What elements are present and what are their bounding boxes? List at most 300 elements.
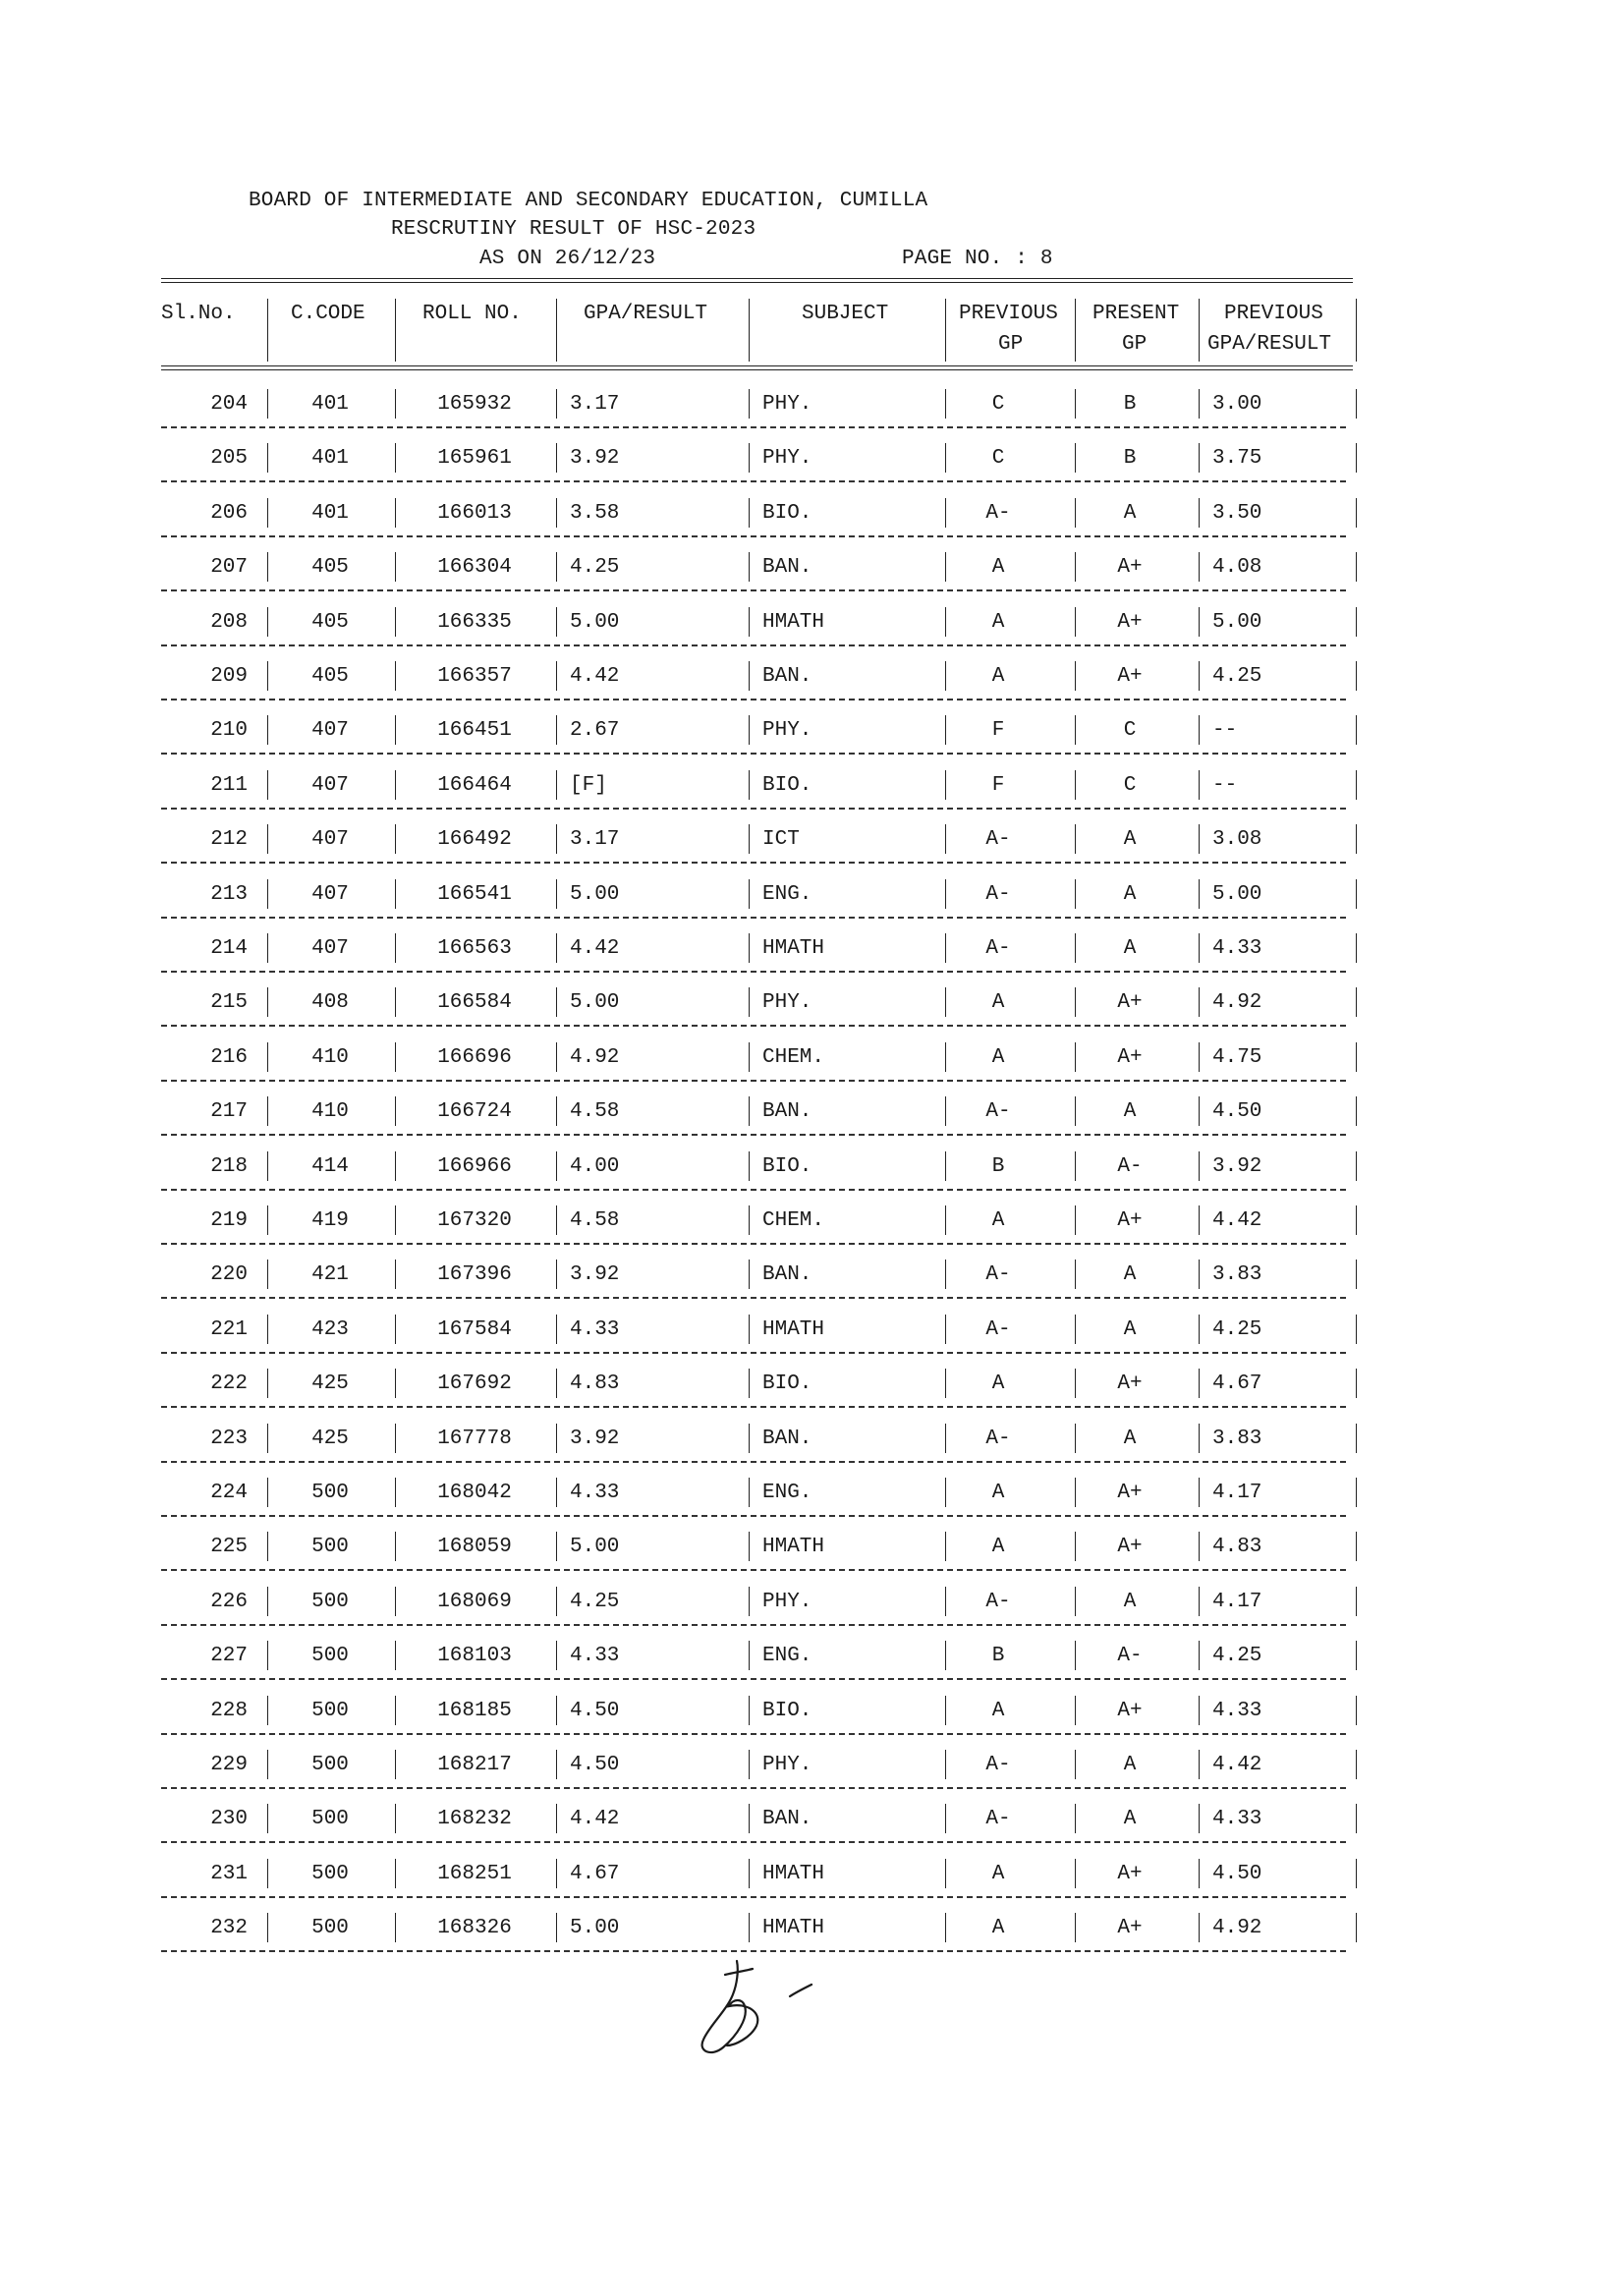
- column-divider: [1199, 661, 1200, 691]
- cell-prev-result: 4.67: [1212, 1372, 1262, 1396]
- column-divider: [1356, 1696, 1357, 1725]
- column-divider: [1199, 1096, 1200, 1126]
- cell-sl: 217: [210, 1100, 248, 1124]
- column-divider: [556, 661, 557, 691]
- column-divider: [945, 1369, 946, 1398]
- column-divider: [556, 1750, 557, 1779]
- cell-present-gp: A: [1123, 1427, 1137, 1450]
- row-separator: [161, 1025, 1346, 1027]
- column-divider: [945, 1913, 946, 1942]
- column-divider: [749, 498, 750, 528]
- column-divider: [267, 770, 268, 800]
- cell-gpa: 4.58: [570, 1100, 620, 1124]
- row-separator: [161, 1569, 1346, 1571]
- column-divider: [395, 1750, 396, 1779]
- column-divider: [1199, 1532, 1200, 1561]
- column-divider: [556, 498, 557, 528]
- column-divider: [267, 1532, 268, 1561]
- row-separator: [161, 589, 1346, 591]
- column-divider: [1075, 1315, 1076, 1344]
- cell-sl: 222: [210, 1372, 248, 1396]
- column-divider: [267, 1478, 268, 1507]
- column-divider: [1199, 1478, 1200, 1507]
- cell-prev-result: 3.08: [1212, 828, 1262, 852]
- cell-gpa: 3.58: [570, 501, 620, 525]
- cell-present-gp: A+: [1117, 991, 1143, 1015]
- cell-gpa: 4.50: [570, 1699, 620, 1722]
- column-divider: [1075, 987, 1076, 1017]
- column-divider: [395, 1532, 396, 1561]
- column-divider: [556, 987, 557, 1017]
- column-divider: [556, 1532, 557, 1561]
- cell-subject: HMATH: [762, 1917, 825, 1940]
- column-divider: [749, 1587, 750, 1616]
- column-divider: [395, 1096, 396, 1126]
- column-divider: [749, 443, 750, 473]
- cell-ccode: 401: [311, 393, 349, 416]
- cell-prev-result: 3.92: [1212, 1154, 1262, 1178]
- column-divider: [1199, 1913, 1200, 1942]
- cell-present-gp: A+: [1117, 1482, 1143, 1504]
- column-divider: [945, 933, 946, 963]
- cell-prev-gp: A-: [985, 1263, 1011, 1287]
- column-divider: [1075, 1532, 1076, 1561]
- column-divider: [1356, 1205, 1357, 1235]
- column-divider: [749, 1151, 750, 1181]
- cell-subject: PHY.: [762, 719, 812, 743]
- column-divider: [749, 1804, 750, 1833]
- cell-present-gp: C: [1123, 773, 1137, 797]
- row-separator: [161, 644, 1346, 646]
- header-divider: [1356, 299, 1357, 362]
- cell-gpa: 4.25: [570, 1590, 620, 1613]
- cell-ccode: 401: [311, 501, 349, 525]
- cell-ccode: 410: [311, 1045, 349, 1069]
- cell-present-gp: A+: [1117, 556, 1143, 580]
- cell-roll: 166563: [437, 937, 512, 960]
- cell-prev-gp: A-: [985, 501, 1011, 525]
- col-head-prev-result: PREVIOUS: [1224, 303, 1323, 325]
- cell-roll: 167396: [437, 1263, 512, 1287]
- cell-sl: 228: [210, 1699, 248, 1722]
- cell-prev-result: 5.00: [1212, 610, 1262, 634]
- cell-subject: BIO.: [762, 1699, 812, 1722]
- column-divider: [1356, 1859, 1357, 1888]
- cell-prev-gp: A: [991, 991, 1005, 1015]
- cell-prev-gp: A-: [985, 937, 1011, 960]
- column-divider: [945, 1532, 946, 1561]
- row-separator: [161, 1406, 1346, 1408]
- column-divider: [945, 770, 946, 800]
- column-divider: [395, 715, 396, 745]
- column-divider: [556, 1042, 557, 1072]
- cell-roll: 166335: [437, 610, 512, 634]
- row-separator: [161, 1950, 1346, 1952]
- row-separator: [161, 1733, 1346, 1735]
- column-divider: [395, 1315, 396, 1344]
- column-divider: [945, 1042, 946, 1072]
- cell-present-gp: A+: [1117, 1699, 1143, 1722]
- cell-prev-result: --: [1212, 773, 1238, 797]
- column-divider: [945, 1315, 946, 1344]
- cell-prev-gp: B: [991, 1154, 1005, 1178]
- column-divider: [556, 552, 557, 582]
- column-divider: [1075, 552, 1076, 582]
- column-divider: [1199, 824, 1200, 854]
- cell-roll: 167692: [437, 1372, 512, 1396]
- column-divider: [749, 1096, 750, 1126]
- cell-present-gp: A: [1123, 1754, 1137, 1776]
- column-divider: [945, 1424, 946, 1453]
- cell-roll: 166451: [437, 719, 512, 743]
- column-divider: [749, 1042, 750, 1072]
- cell-ccode: 419: [311, 1209, 349, 1232]
- column-divider: [556, 1913, 557, 1942]
- column-divider: [1199, 1587, 1200, 1616]
- column-divider: [1075, 1478, 1076, 1507]
- column-divider: [749, 1641, 750, 1670]
- cell-prev-gp: A: [991, 556, 1005, 580]
- cell-roll: 167778: [437, 1427, 512, 1450]
- cell-prev-gp: A: [991, 610, 1005, 634]
- cell-ccode: 408: [311, 991, 349, 1015]
- row-separator: [161, 808, 1346, 810]
- column-divider: [267, 987, 268, 1017]
- cell-subject: CHEM.: [762, 1045, 825, 1069]
- cell-prev-gp: A: [991, 665, 1005, 688]
- cell-roll: 166013: [437, 501, 512, 525]
- cell-present-gp: A+: [1117, 1917, 1143, 1940]
- row-separator: [161, 1352, 1346, 1354]
- column-divider: [749, 1532, 750, 1561]
- cell-gpa: 4.25: [570, 556, 620, 580]
- column-divider: [556, 1096, 557, 1126]
- column-divider: [1356, 1260, 1357, 1289]
- column-divider: [1199, 879, 1200, 909]
- column-divider: [395, 770, 396, 800]
- header-divider: [556, 299, 557, 362]
- column-divider: [556, 1151, 557, 1181]
- column-divider: [1075, 1424, 1076, 1453]
- column-divider: [945, 879, 946, 909]
- cell-ccode: 405: [311, 610, 349, 634]
- column-divider: [1356, 1096, 1357, 1126]
- cell-gpa: 4.58: [570, 1209, 620, 1232]
- cell-gpa: 4.42: [570, 937, 620, 960]
- column-divider: [395, 1859, 396, 1888]
- column-divider: [267, 498, 268, 528]
- column-divider: [945, 607, 946, 637]
- row-separator: [161, 971, 1346, 973]
- cell-ccode: 500: [311, 1590, 349, 1613]
- cell-prev-gp: A-: [985, 1317, 1011, 1341]
- cell-sl: 211: [210, 773, 248, 797]
- column-divider: [1356, 933, 1357, 963]
- cell-subject: BAN.: [762, 665, 812, 688]
- cell-prev-gp: F: [991, 719, 1005, 743]
- column-divider: [749, 933, 750, 963]
- cell-prev-result: 3.50: [1212, 501, 1262, 525]
- column-divider: [556, 1478, 557, 1507]
- column-divider: [395, 1804, 396, 1833]
- column-divider: [267, 1913, 268, 1942]
- column-divider: [1356, 824, 1357, 854]
- column-divider: [1356, 1424, 1357, 1453]
- col-head-present-gp: PRESENT: [1092, 303, 1180, 325]
- header-divider: [267, 299, 268, 362]
- cell-sl: 206: [210, 501, 248, 525]
- cell-subject: PHY.: [762, 1754, 812, 1776]
- column-divider: [945, 1260, 946, 1289]
- column-divider: [395, 443, 396, 473]
- header-bottom-rule: [161, 365, 1353, 370]
- column-divider: [267, 933, 268, 963]
- column-divider: [1199, 1151, 1200, 1181]
- column-divider: [1075, 824, 1076, 854]
- cell-prev-result: 4.25: [1212, 1317, 1262, 1341]
- column-divider: [945, 1096, 946, 1126]
- cell-prev-result: 4.33: [1212, 937, 1262, 960]
- column-divider: [1199, 1859, 1200, 1888]
- column-divider: [1199, 389, 1200, 419]
- column-divider: [945, 1587, 946, 1616]
- cell-prev-result: 4.17: [1212, 1590, 1262, 1613]
- column-divider: [556, 1424, 557, 1453]
- cell-roll: 168326: [437, 1917, 512, 1940]
- column-divider: [945, 443, 946, 473]
- cell-sl: 218: [210, 1154, 248, 1178]
- cell-prev-gp: A-: [985, 1427, 1011, 1450]
- cell-sl: 215: [210, 991, 248, 1015]
- column-divider: [267, 1315, 268, 1344]
- column-divider: [556, 824, 557, 854]
- page-number: PAGE NO. : 8: [902, 248, 1053, 270]
- cell-sl: 232: [210, 1917, 248, 1940]
- column-divider: [267, 552, 268, 582]
- cell-roll: 168217: [437, 1754, 512, 1776]
- cell-prev-gp: C: [991, 447, 1005, 471]
- column-divider: [267, 1641, 268, 1670]
- cell-subject: BIO.: [762, 1154, 812, 1178]
- cell-prev-result: 4.33: [1212, 1699, 1262, 1722]
- column-divider: [556, 715, 557, 745]
- cell-prev-result: --: [1212, 719, 1238, 743]
- cell-sl: 205: [210, 447, 248, 471]
- cell-prev-result: 3.00: [1212, 393, 1262, 416]
- cell-present-gp: A: [1123, 1263, 1137, 1287]
- cell-subject: BAN.: [762, 1427, 812, 1450]
- row-separator: [161, 1134, 1346, 1136]
- cell-ccode: 405: [311, 665, 349, 688]
- cell-gpa: [F]: [570, 773, 607, 797]
- cell-sl: 207: [210, 556, 248, 580]
- row-separator: [161, 1461, 1346, 1463]
- row-separator: [161, 1678, 1346, 1680]
- cell-prev-gp: A-: [985, 1808, 1011, 1831]
- cell-roll: 167320: [437, 1209, 512, 1232]
- cell-roll: 168185: [437, 1699, 512, 1722]
- column-divider: [1199, 1804, 1200, 1833]
- row-separator: [161, 1297, 1346, 1299]
- cell-gpa: 4.33: [570, 1317, 620, 1341]
- col-head-roll: ROLL NO.: [422, 303, 522, 325]
- cell-ccode: 407: [311, 937, 349, 960]
- column-divider: [1199, 715, 1200, 745]
- cell-present-gp: A: [1123, 1100, 1137, 1124]
- cell-prev-gp: A: [991, 1536, 1005, 1559]
- cell-gpa: 4.50: [570, 1754, 620, 1776]
- cell-prev-result: 4.75: [1212, 1045, 1262, 1069]
- cell-gpa: 4.42: [570, 665, 620, 688]
- column-divider: [395, 1641, 396, 1670]
- cell-prev-result: 4.25: [1212, 665, 1262, 688]
- column-divider: [1199, 770, 1200, 800]
- column-divider: [1075, 1205, 1076, 1235]
- column-divider: [945, 987, 946, 1017]
- result-title: RESCRUTINY RESULT OF HSC-2023: [391, 218, 756, 241]
- board-title: BOARD OF INTERMEDIATE AND SECONDARY EDUCATION, CUMILLA: [249, 190, 928, 212]
- column-divider: [1199, 987, 1200, 1017]
- cell-present-gp: A: [1123, 1317, 1137, 1341]
- cell-subject: PHY.: [762, 1590, 812, 1613]
- column-divider: [395, 1042, 396, 1072]
- column-divider: [945, 1859, 946, 1888]
- column-divider: [556, 1260, 557, 1289]
- column-divider: [1356, 1587, 1357, 1616]
- cell-present-gp: C: [1123, 719, 1137, 743]
- cell-prev-result: 3.83: [1212, 1263, 1262, 1287]
- cell-sl: 226: [210, 1590, 248, 1613]
- cell-present-gp: A+: [1117, 665, 1143, 688]
- cell-gpa: 4.92: [570, 1045, 620, 1069]
- cell-sl: 221: [210, 1317, 248, 1341]
- cell-present-gp: A-: [1117, 1154, 1143, 1178]
- cell-prev-gp: B: [991, 1645, 1005, 1668]
- cell-subject: BIO.: [762, 1372, 812, 1396]
- cell-prev-result: 5.00: [1212, 882, 1262, 906]
- column-divider: [267, 1750, 268, 1779]
- cell-prev-gp: A-: [985, 1754, 1011, 1776]
- cell-subject: ENG.: [762, 1482, 812, 1504]
- column-divider: [749, 552, 750, 582]
- col-head-gpa: GPA/RESULT: [584, 303, 708, 325]
- column-divider: [267, 1587, 268, 1616]
- column-divider: [749, 661, 750, 691]
- cell-prev-gp: A: [991, 1482, 1005, 1504]
- column-divider: [1199, 1641, 1200, 1670]
- cell-prev-result: 4.50: [1212, 1862, 1262, 1885]
- column-divider: [1356, 1369, 1357, 1398]
- column-divider: [945, 389, 946, 419]
- column-divider: [1356, 1151, 1357, 1181]
- cell-roll: 168059: [437, 1536, 512, 1559]
- column-divider: [749, 1315, 750, 1344]
- column-divider: [945, 1696, 946, 1725]
- column-divider: [1199, 552, 1200, 582]
- cell-roll: 166966: [437, 1154, 512, 1178]
- column-divider: [267, 715, 268, 745]
- cell-ccode: 401: [311, 447, 349, 471]
- cell-ccode: 500: [311, 1862, 349, 1885]
- cell-prev-result: 4.42: [1212, 1209, 1262, 1232]
- cell-gpa: 3.17: [570, 393, 620, 416]
- row-separator: [161, 1080, 1346, 1082]
- column-divider: [1199, 1260, 1200, 1289]
- column-divider: [556, 933, 557, 963]
- cell-present-gp: A+: [1117, 1045, 1143, 1069]
- column-divider: [267, 1096, 268, 1126]
- column-divider: [267, 1696, 268, 1725]
- cell-present-gp: A: [1123, 1808, 1137, 1831]
- column-divider: [556, 443, 557, 473]
- cell-subject: BAN.: [762, 1808, 812, 1831]
- column-divider: [556, 1369, 557, 1398]
- row-separator: [161, 753, 1346, 755]
- cell-sl: 216: [210, 1045, 248, 1069]
- column-divider: [395, 1424, 396, 1453]
- cell-gpa: 4.00: [570, 1154, 620, 1178]
- cell-prev-result: 3.83: [1212, 1427, 1262, 1450]
- column-divider: [749, 389, 750, 419]
- cell-prev-gp: A-: [985, 828, 1011, 852]
- cell-prev-result: 4.92: [1212, 991, 1262, 1015]
- column-divider: [1075, 1804, 1076, 1833]
- column-divider: [267, 607, 268, 637]
- cell-gpa: 4.83: [570, 1372, 620, 1396]
- column-divider: [1356, 1804, 1357, 1833]
- cell-sl: 214: [210, 937, 248, 960]
- row-separator: [161, 1515, 1346, 1517]
- column-divider: [556, 607, 557, 637]
- column-divider: [1356, 389, 1357, 419]
- as-on-date: AS ON 26/12/23: [479, 248, 656, 270]
- cell-gpa: 5.00: [570, 1917, 620, 1940]
- cell-subject: HMATH: [762, 1862, 825, 1885]
- cell-sl: 212: [210, 828, 248, 852]
- column-divider: [1356, 607, 1357, 637]
- cell-sl: 227: [210, 1645, 248, 1668]
- column-divider: [945, 824, 946, 854]
- column-divider: [267, 1042, 268, 1072]
- cell-prev-gp: A: [991, 1372, 1005, 1396]
- column-divider: [395, 987, 396, 1017]
- column-divider: [1356, 1913, 1357, 1942]
- cell-subject: BAN.: [762, 556, 812, 580]
- cell-prev-gp: F: [991, 773, 1005, 797]
- column-divider: [1075, 1096, 1076, 1126]
- cell-present-gp: A: [1123, 501, 1137, 525]
- row-separator: [161, 426, 1346, 428]
- column-divider: [749, 1696, 750, 1725]
- column-divider: [1356, 661, 1357, 691]
- cell-roll: 166541: [437, 882, 512, 906]
- cell-gpa: 5.00: [570, 991, 620, 1015]
- column-divider: [1356, 498, 1357, 528]
- cell-prev-result: 4.08: [1212, 556, 1262, 580]
- column-divider: [1356, 770, 1357, 800]
- column-divider: [1356, 552, 1357, 582]
- cell-prev-result: 4.92: [1212, 1917, 1262, 1940]
- column-divider: [749, 770, 750, 800]
- cell-subject: BIO.: [762, 501, 812, 525]
- row-separator: [161, 535, 1346, 537]
- cell-sl: 223: [210, 1427, 248, 1450]
- cell-present-gp: A: [1123, 828, 1137, 852]
- column-divider: [395, 1151, 396, 1181]
- column-divider: [1075, 715, 1076, 745]
- column-divider: [749, 1369, 750, 1398]
- cell-sl: 213: [210, 882, 248, 906]
